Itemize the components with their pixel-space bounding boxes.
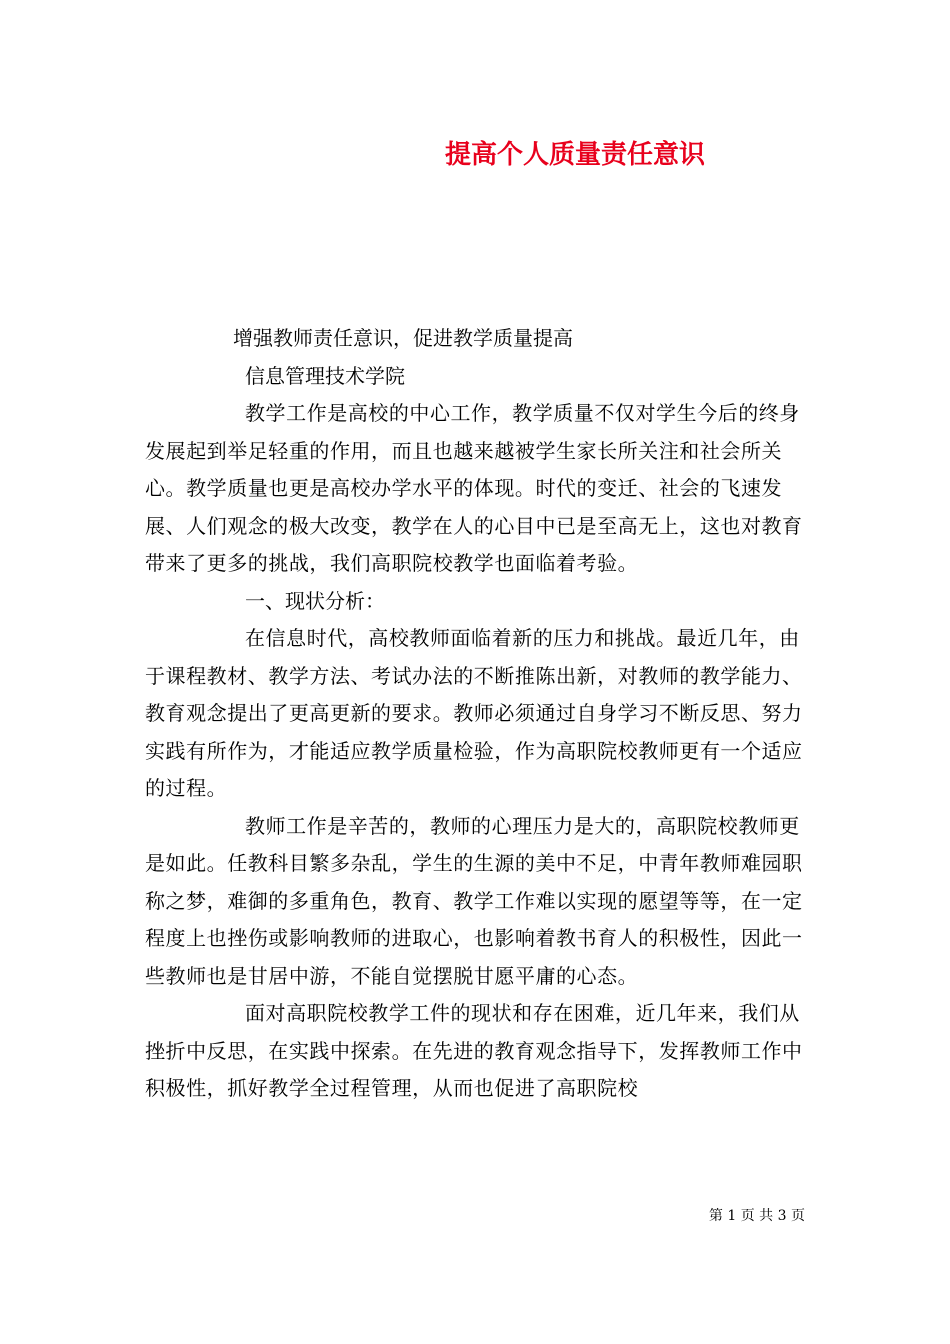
body-paragraph: 面对高职院校教学工件的现状和存在困难，近几年来，我们从挫折中反思，在实践中探索。在先进的教育观念指导下，发挥教师工作中积极性，抓好教学全过程管理，从而也促进了高职院校 (145, 1001, 803, 1100)
document-title: 提高个人质量责任意识 (445, 140, 706, 170)
body-paragraph: 教师工作是辛苦的，教师的心理压力是大的，高职院校教师更是如此。任教科目繁多杂乱，学生的生源的美中不足，中青年教师难园职称之梦，难御的多重角色，教育、教学工作难以实现的愿望等等，在一定程度上也挫伤或影响教师的进取心，也影响着教书育人的积极性，因此一些教师也是甘居中游，不能自觉摆脱甘愿平庸的心态。 (145, 813, 803, 988)
section-heading: 一、现状分析： (245, 588, 385, 613)
page-number: 第 1 页 共 3 页 (708, 1208, 805, 1224)
body-paragraph: 教学工作是高校的中心工作，教学质量不仅对学生今后的终身发展起到举足轻重的作用，而且也越来越被学生家长所关注和社会所关心。教学质量也更是高校办学水平的体现。时代的变迁、社会的飞速发展、人们观念的极大改变，教学在人的心目中已是至高无上，这也对教育带来了更多的挑战，我们高职院校教学也面临着考验。 (145, 401, 803, 575)
body-paragraph: 在信息时代，高校教师面临着新的压力和挑战。最近几年，由于课程教材、教学方法、考试办法的不断推陈出新，对教师的教学能力、教育观念提出了更高更新的要求。教师必须通过自身学习不断反思、努力实践有所作为，才能适应教学质量检验，作为高职院校教师更有一个适应的过程。 (145, 626, 803, 800)
department-name: 信息管理技术学院 (245, 363, 405, 388)
document-body (145, 320, 805, 1108)
document-subtitle: 增强教师责任意识，促进教学质量提高 (233, 326, 573, 350)
